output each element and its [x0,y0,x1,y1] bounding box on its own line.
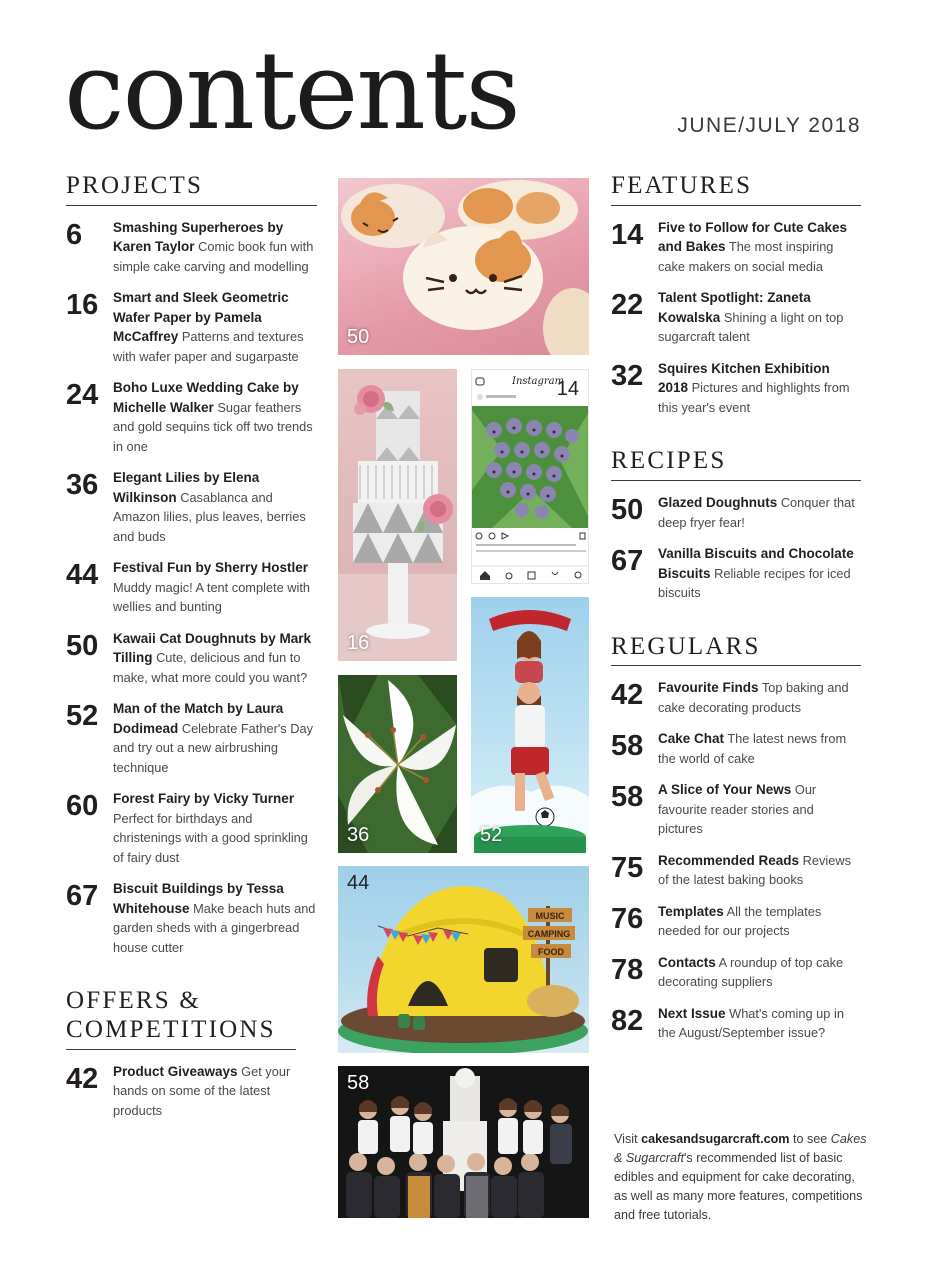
right-column [611,172,861,1055]
sign-camping: CAMPING [527,929,571,939]
page-number: 76 [611,902,644,935]
entry-title: Biscuit Buildings by Tessa Whitehouse [113,881,284,916]
page-title: contents [64,29,519,154]
issue-date: JUNE/JULY 2018 [677,114,861,137]
instagram-title: Instagram [512,376,565,387]
contents-entry [611,359,861,418]
entry-text [658,218,861,277]
entry-text [113,468,317,546]
entry-text [658,851,861,890]
entry-description: Shining a light on top sugarcraft talent [658,309,844,345]
photo-page-number: 14 [556,378,579,400]
contents-entry [66,218,317,277]
entry-text [113,558,317,617]
entry-title: Forest Fairy by Vicky Turner [113,791,295,807]
footballer-image [471,597,589,853]
page-number: 50 [611,494,644,526]
entry-text [113,789,317,867]
offers-list [66,1062,317,1121]
page-number: 82 [611,1004,644,1037]
regulars-list [611,678,861,1043]
entry-title: Templates [658,903,724,919]
entry-text [113,218,317,277]
entry-title: Boho Luxe Wedding Cake by Michelle Walker [113,380,299,415]
lily-photo [338,675,457,853]
entry-description: Muddy magic! A tent complete with wellies and bunting [113,579,311,615]
contents-entry [611,288,861,347]
tent-cake-image [338,866,589,1053]
contents-entry [611,780,861,839]
entry-text [113,879,317,957]
wedding-cake-photo [338,369,457,661]
contents-entry [66,288,317,366]
projects-heading: PROJECTS [66,172,317,206]
offers-heading: OFFERS & COMPETITIONS [66,987,296,1050]
entry-description: Casablanca and Amazon lilies, plus leaves, berries and buds [113,489,306,544]
entry-text [658,544,861,603]
page-number: 67 [66,880,99,913]
contents-entry [611,953,861,992]
entry-text [658,1004,861,1043]
page-number: 16 [66,289,99,322]
tent-cake-photo [338,866,589,1053]
entry-text [658,493,861,532]
entry-title: Smashing Superheroes by Karen Taylor [113,219,284,255]
photo-page-number: 52 [480,824,503,846]
entry-title: Favourite Finds [658,680,759,696]
projects-list [66,218,317,958]
page-number: 24 [66,379,99,412]
entry-text [113,288,317,366]
entry-title: Squires Kitchen Exhibition 2018 [658,360,830,396]
entry-title: Contacts [658,954,716,970]
page-number: 58 [611,730,644,763]
instagram-image [472,370,589,584]
page-number: 14 [611,218,644,251]
contents-entry [611,544,861,603]
entry-title: A Slice of Your News [658,782,792,798]
entry-description: Patterns and textures with wafer paper and sugarpaste [113,329,304,364]
page-number: 67 [611,545,644,577]
footballer-photo [471,597,589,853]
page-number: 78 [611,953,644,986]
contents-entry [611,1004,861,1043]
left-column [66,172,317,1132]
entry-text [658,729,861,768]
entry-title: Cake Chat [658,731,725,747]
entry-description: Make beach huts and garden sheds with a gingerbread house cutter [113,900,316,955]
entry-title: Elegant Lilies by Elena Wilkinson [113,470,260,505]
contents-entry [611,218,861,277]
page-number: 36 [66,469,99,502]
instagram-photo [471,369,589,584]
page-number: 42 [611,679,644,712]
entry-title: Talent Spotlight: Zaneta Kowalska [658,290,811,325]
entry-description: Our favourite reader stories and pictures [658,782,817,837]
entry-description: Reviews of the latest baking books [658,852,851,888]
page-number: 6 [66,218,83,251]
entry-description: All the templates needed for our projects [658,903,822,939]
photo-page-number: 58 [347,1072,370,1094]
entry-title: Man of the Match by Laura Dodimead [113,701,284,736]
entry-text [658,288,861,347]
page-number: 58 [611,781,644,814]
page-number: 32 [611,359,644,392]
sign-music: MUSIC [535,911,565,921]
entry-title: Kawaii Cat Doughnuts by Mark Tilling [113,630,312,666]
page-number: 75 [611,851,644,884]
magazine-name: Cakes & Sugarcraft [614,1132,867,1165]
contents-entry [66,378,317,456]
entry-description: Reliable recipes for iced biscuits [658,565,851,600]
entry-description: Comic book fun with simple cake carving and modelling [113,239,314,274]
website-promo: Visit cakesandsugarcraft.com to see Cakes & Sugarcraft's recommended list of basic edibles and equipment for cake decorating, as well as many more features, competitions and free tutorials. [614,1132,867,1222]
photo-page-number: 16 [347,632,370,654]
exhibition-image [338,1066,589,1218]
entry-description: A roundup of top cake decorating suppliers [658,954,844,990]
contents-entry [66,558,317,617]
entry-description: What's coming up in the August/September issue? [658,1005,844,1041]
entry-text [658,359,861,418]
contents-entry [66,699,317,777]
contents-entry [611,902,861,941]
cat-doughnuts-image [338,178,589,355]
entry-description: The most inspiring cake makers on social media [658,239,834,274]
contents-entry [611,851,861,890]
exhibition-photo [338,1066,589,1218]
recipes-heading: RECIPES [611,447,861,481]
entry-description: Conquer that deep fryer fear! [658,495,855,530]
page-number: 44 [66,559,99,592]
entry-text [658,953,861,992]
contents-entry [611,729,861,768]
contents-entry [66,629,317,688]
contents-entry [66,879,317,957]
regulars-heading: REGULARS [611,633,861,667]
page-number: 60 [66,790,99,823]
entry-text [658,678,861,717]
entry-title: Next Issue [658,1005,726,1021]
entry-title: Product Giveaways [113,1063,238,1079]
entry-description: Top baking and cake decorating products [658,680,849,715]
entry-description: Cute, delicious and fun to make, what more could you want? [113,650,308,685]
photo-page-number: 36 [347,824,370,846]
entry-description: The latest news from the world of cake [658,731,847,766]
page-number: 50 [66,629,99,662]
entry-text [113,699,317,777]
sign-food: FOOD [538,947,564,957]
entry-title: Smart and Sleek Geometric Wafer Paper by Pamela McCaffrey [113,290,289,345]
features-list [611,218,861,418]
entry-text [658,780,861,839]
photo-page-number: 50 [347,326,370,348]
contents-entry [66,468,317,546]
contents-entry [611,678,861,717]
cat-doughnuts-photo [338,178,589,355]
entry-text [113,1062,317,1121]
contents-entry [66,1062,317,1121]
entry-text [658,902,861,941]
contents-entry [611,493,861,532]
recipes-list [611,493,861,603]
entry-description: Celebrate Father's Day and try out a new airbrushing technique [113,720,314,775]
entry-title: Vanilla Biscuits and Chocolate Biscuits [658,546,854,581]
page-number: 52 [66,700,99,733]
entry-text [113,629,317,688]
wedding-cake-image [338,369,457,661]
website-link[interactable]: cakesandsugarcraft.com [641,1132,790,1146]
entry-text [113,378,317,456]
entry-title: Five to Follow for Cute Cakes and Bakes [658,219,848,255]
contents-entry [66,789,317,867]
entry-description: Pictures and highlights from this year's event [658,380,850,415]
page-number: 42 [66,1062,99,1095]
entry-title: Recommended Reads [658,852,800,868]
entry-description: Get your hands on some of the latest products [113,1063,291,1118]
features-heading: FEATURES [611,172,861,206]
photo-page-number: 44 [347,872,370,894]
entry-description: Perfect for birthdays and christenings with a good sprinkling of fairy dust [113,810,308,865]
page-number: 22 [611,289,644,322]
entry-title: Glazed Doughnuts [658,495,778,510]
entry-title: Festival Fun by Sherry Hostler [113,560,309,576]
entry-description: Sugar feathers and gold sequins tick off two trends in one [113,399,313,454]
